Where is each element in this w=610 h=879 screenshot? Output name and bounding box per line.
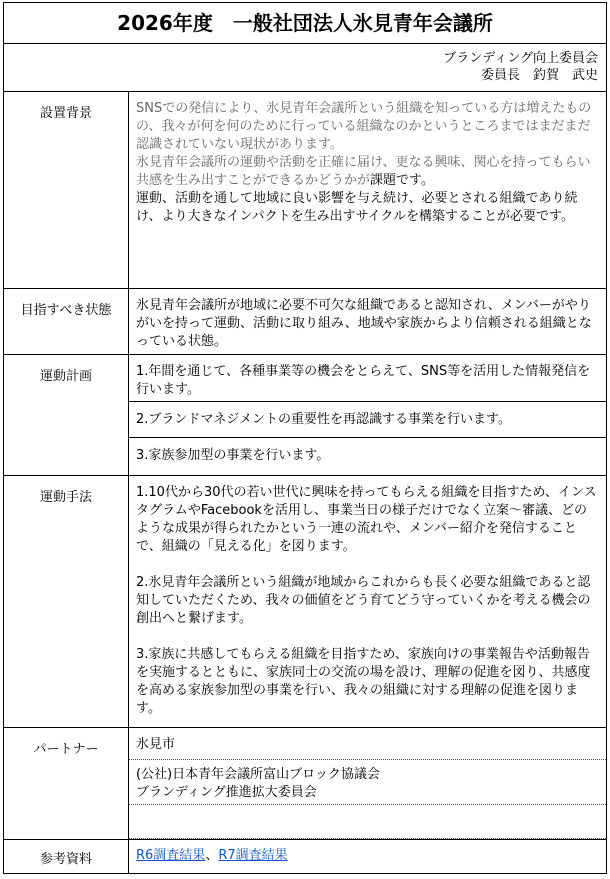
plan-item: 1.年間を通じて、各種事業等の機会をとらえて、SNS等を活用した情報発信を行います。	[129, 355, 606, 402]
partner-row	[4, 728, 606, 840]
partner-item-multi	[129, 760, 606, 805]
partner-item: (公社)日本青年会議所富山ブロック協議会	[136, 767, 380, 782]
r7-survey-link[interactable]: R7調査結果	[218, 848, 288, 863]
plan-label: 運動計画	[4, 355, 129, 475]
background-issue-word: 課題です。	[370, 173, 434, 188]
background-text-3: 運動、活動を通して地域に良い影響を与え続け、必要とされる組織であり続け、より大きなインパクトを生み出すサイクルを構築することが必要です。	[136, 191, 578, 224]
background-text-1: SNSでの発信により、氷見青年会議所という組織を知っている方は増えたものの、我々が何を何のために行っている組織なのかというところまではまだまだ認識されていない現状があります。	[136, 101, 592, 152]
partner-content	[129, 728, 606, 839]
background-label: 設置背景	[4, 92, 129, 288]
background-text-2-wrap	[136, 154, 598, 190]
method-item: 2.氷見青年会議所という組織が地域からこれからも長く必要な組織であると認知していただくため、我々の価値をどう育てどう守っていくかを考える機会の創出へと繋げます。	[136, 575, 591, 626]
plan-row	[4, 355, 606, 476]
background-row	[4, 92, 606, 289]
plan-item: 2.ブランドマネジメントの重要性を再認識する事業を行います。	[129, 402, 606, 438]
reference-label: 参考資料	[4, 840, 129, 873]
reference-content	[129, 840, 606, 873]
background-content	[129, 92, 606, 288]
partner-label: パートナー	[4, 728, 129, 839]
goal-text: 氷見青年会議所が地域に必要不可欠な組織であると認知され、メンバーがやりがいを持って運動、活動に取り組み、地域や家族からより信頼される組織となっている状態。	[136, 298, 592, 349]
methods-content	[129, 476, 606, 727]
plan-item: 3.家族参加型の事業を行います。	[136, 448, 330, 463]
methods-row	[4, 476, 606, 728]
partner-item	[129, 805, 606, 839]
goal-row	[4, 289, 606, 355]
method-item: 3.家族に共感してもらえる組織を目指すため、家族向けの事業報告や活動報告を実施するとともに、家族同士の交流の場を設け、理解の促進を図り、共感度を高める家族参加型の事業を行い、我々の組織に対する理解の促進を図ります。	[136, 647, 591, 716]
r6-survey-link[interactable]: R6調査結果	[136, 848, 206, 863]
methods-label: 運動手法	[4, 476, 129, 727]
plan-sheet	[3, 2, 607, 874]
author-block	[4, 44, 606, 92]
committee-chair: 委員長 釣賀 武史	[480, 68, 598, 83]
reference-separator: 、	[205, 848, 219, 863]
plan-content	[129, 355, 606, 475]
background-text-2: 氷見青年会議所の運動や活動を正確に届け、更なる興味、関心を持ってもらい共感を生み出すことができるかどうかが	[136, 155, 591, 188]
partner-item: 氷見市	[129, 728, 606, 760]
reference-row	[4, 840, 606, 873]
page-title: 2026年度 一般社団法人氷見青年会議所	[4, 3, 606, 44]
committee-name: ブランディング向上委員会	[443, 51, 598, 66]
partner-item: ブランディング推進拡大委員会	[136, 785, 317, 800]
method-item: 1.10代から30代の若い世代に興味を持ってもらえる組織を目指すため、インスタグラムやFacebookを活用し、事業当日の様子だけでなく立案～審議、どのような成果が得られたかという一連の流れや、メンバー紹介を発信することで、組織の「見える化」を図ります。	[136, 485, 597, 554]
goal-label: 目指すべき状態	[4, 289, 129, 354]
